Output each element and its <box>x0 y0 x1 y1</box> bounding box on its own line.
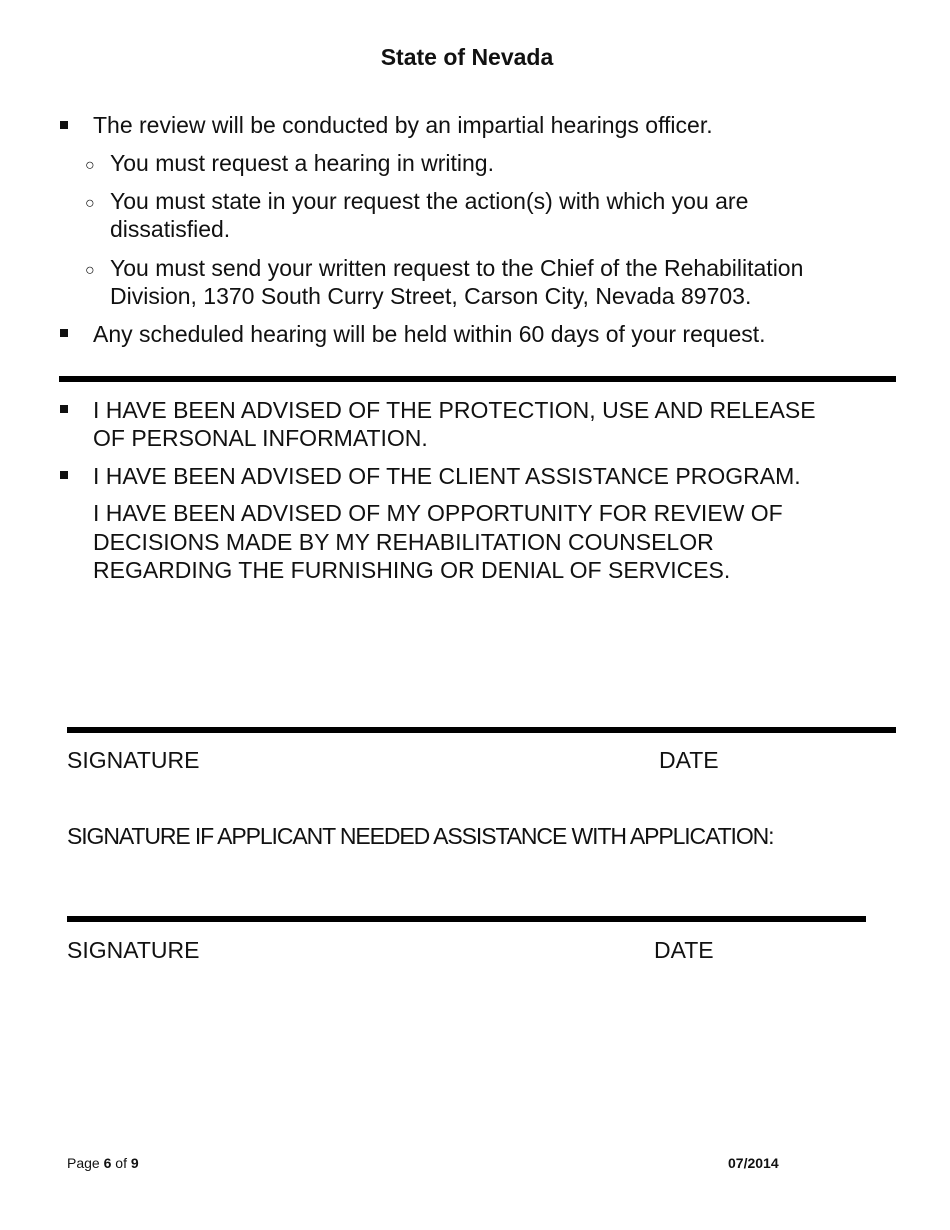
page-prefix: Page <box>67 1155 104 1171</box>
page-current: 6 <box>103 1155 112 1171</box>
date-label: DATE <box>659 747 719 773</box>
review-bullet-impartial-officer: The review will be conducted by an impartial hearings officer. <box>93 112 713 138</box>
page-number <box>67 1155 139 1171</box>
circle-bullet-icon: ○ <box>85 262 95 279</box>
page-of: of <box>111 1155 131 1171</box>
square-bullet-icon <box>60 471 68 479</box>
square-bullet-icon <box>60 121 68 129</box>
ack-personal-info-line-2: OF PERSONAL INFORMATION. <box>93 425 428 451</box>
signature-label: SIGNATURE <box>67 747 200 773</box>
section-divider <box>59 376 896 382</box>
ack-personal-info-line-1: I HAVE BEEN ADVISED OF THE PROTECTION, USE AND RELEASE <box>93 397 816 423</box>
review-sub-state-actions-line-1: You must state in your request the action(s) with which you are <box>110 188 749 214</box>
ack-client-assistance: I HAVE BEEN ADVISED OF THE CLIENT ASSISTANCE PROGRAM. <box>93 463 801 489</box>
square-bullet-icon <box>60 329 68 337</box>
review-sub-request-writing: You must request a hearing in writing. <box>110 150 494 176</box>
page-total: 9 <box>130 1155 139 1171</box>
signature-line[interactable] <box>67 727 896 733</box>
ack-review-opportunity-line-2: DECISIONS MADE BY MY REHABILITATION COUNSELOR <box>93 529 714 555</box>
circle-bullet-icon: ○ <box>85 157 95 174</box>
review-sub-send-request-line-1: You must send your written request to the Chief of the Rehabilitation <box>110 255 804 281</box>
review-sub-state-actions-line-2: dissatisfied. <box>110 216 231 242</box>
revision-date: 07/2014 <box>728 1155 779 1171</box>
page-title: State of Nevada <box>380 44 554 70</box>
ack-review-opportunity-line-1: I HAVE BEEN ADVISED OF MY OPPORTUNITY FOR REVIEW OF <box>93 500 783 526</box>
review-bullet-hearing-timeline: Any scheduled hearing will be held within 60 days of your request. <box>93 321 766 347</box>
review-sub-send-request-line-2: Division, 1370 South Curry Street, Carson City, Nevada 89703. <box>110 283 752 309</box>
square-bullet-icon <box>60 405 68 413</box>
date-label: DATE <box>654 937 714 963</box>
ack-review-opportunity-line-3: REGARDING THE FURNISHING OR DENIAL OF SERVICES. <box>93 557 731 583</box>
circle-bullet-icon: ○ <box>85 195 95 212</box>
signature-label: SIGNATURE <box>67 937 200 963</box>
assistance-signature-line[interactable] <box>67 916 866 922</box>
assistance-signature-label: SIGNATURE IF APPLICANT NEEDED ASSISTANCE WITH APPLICATION: <box>67 823 774 849</box>
